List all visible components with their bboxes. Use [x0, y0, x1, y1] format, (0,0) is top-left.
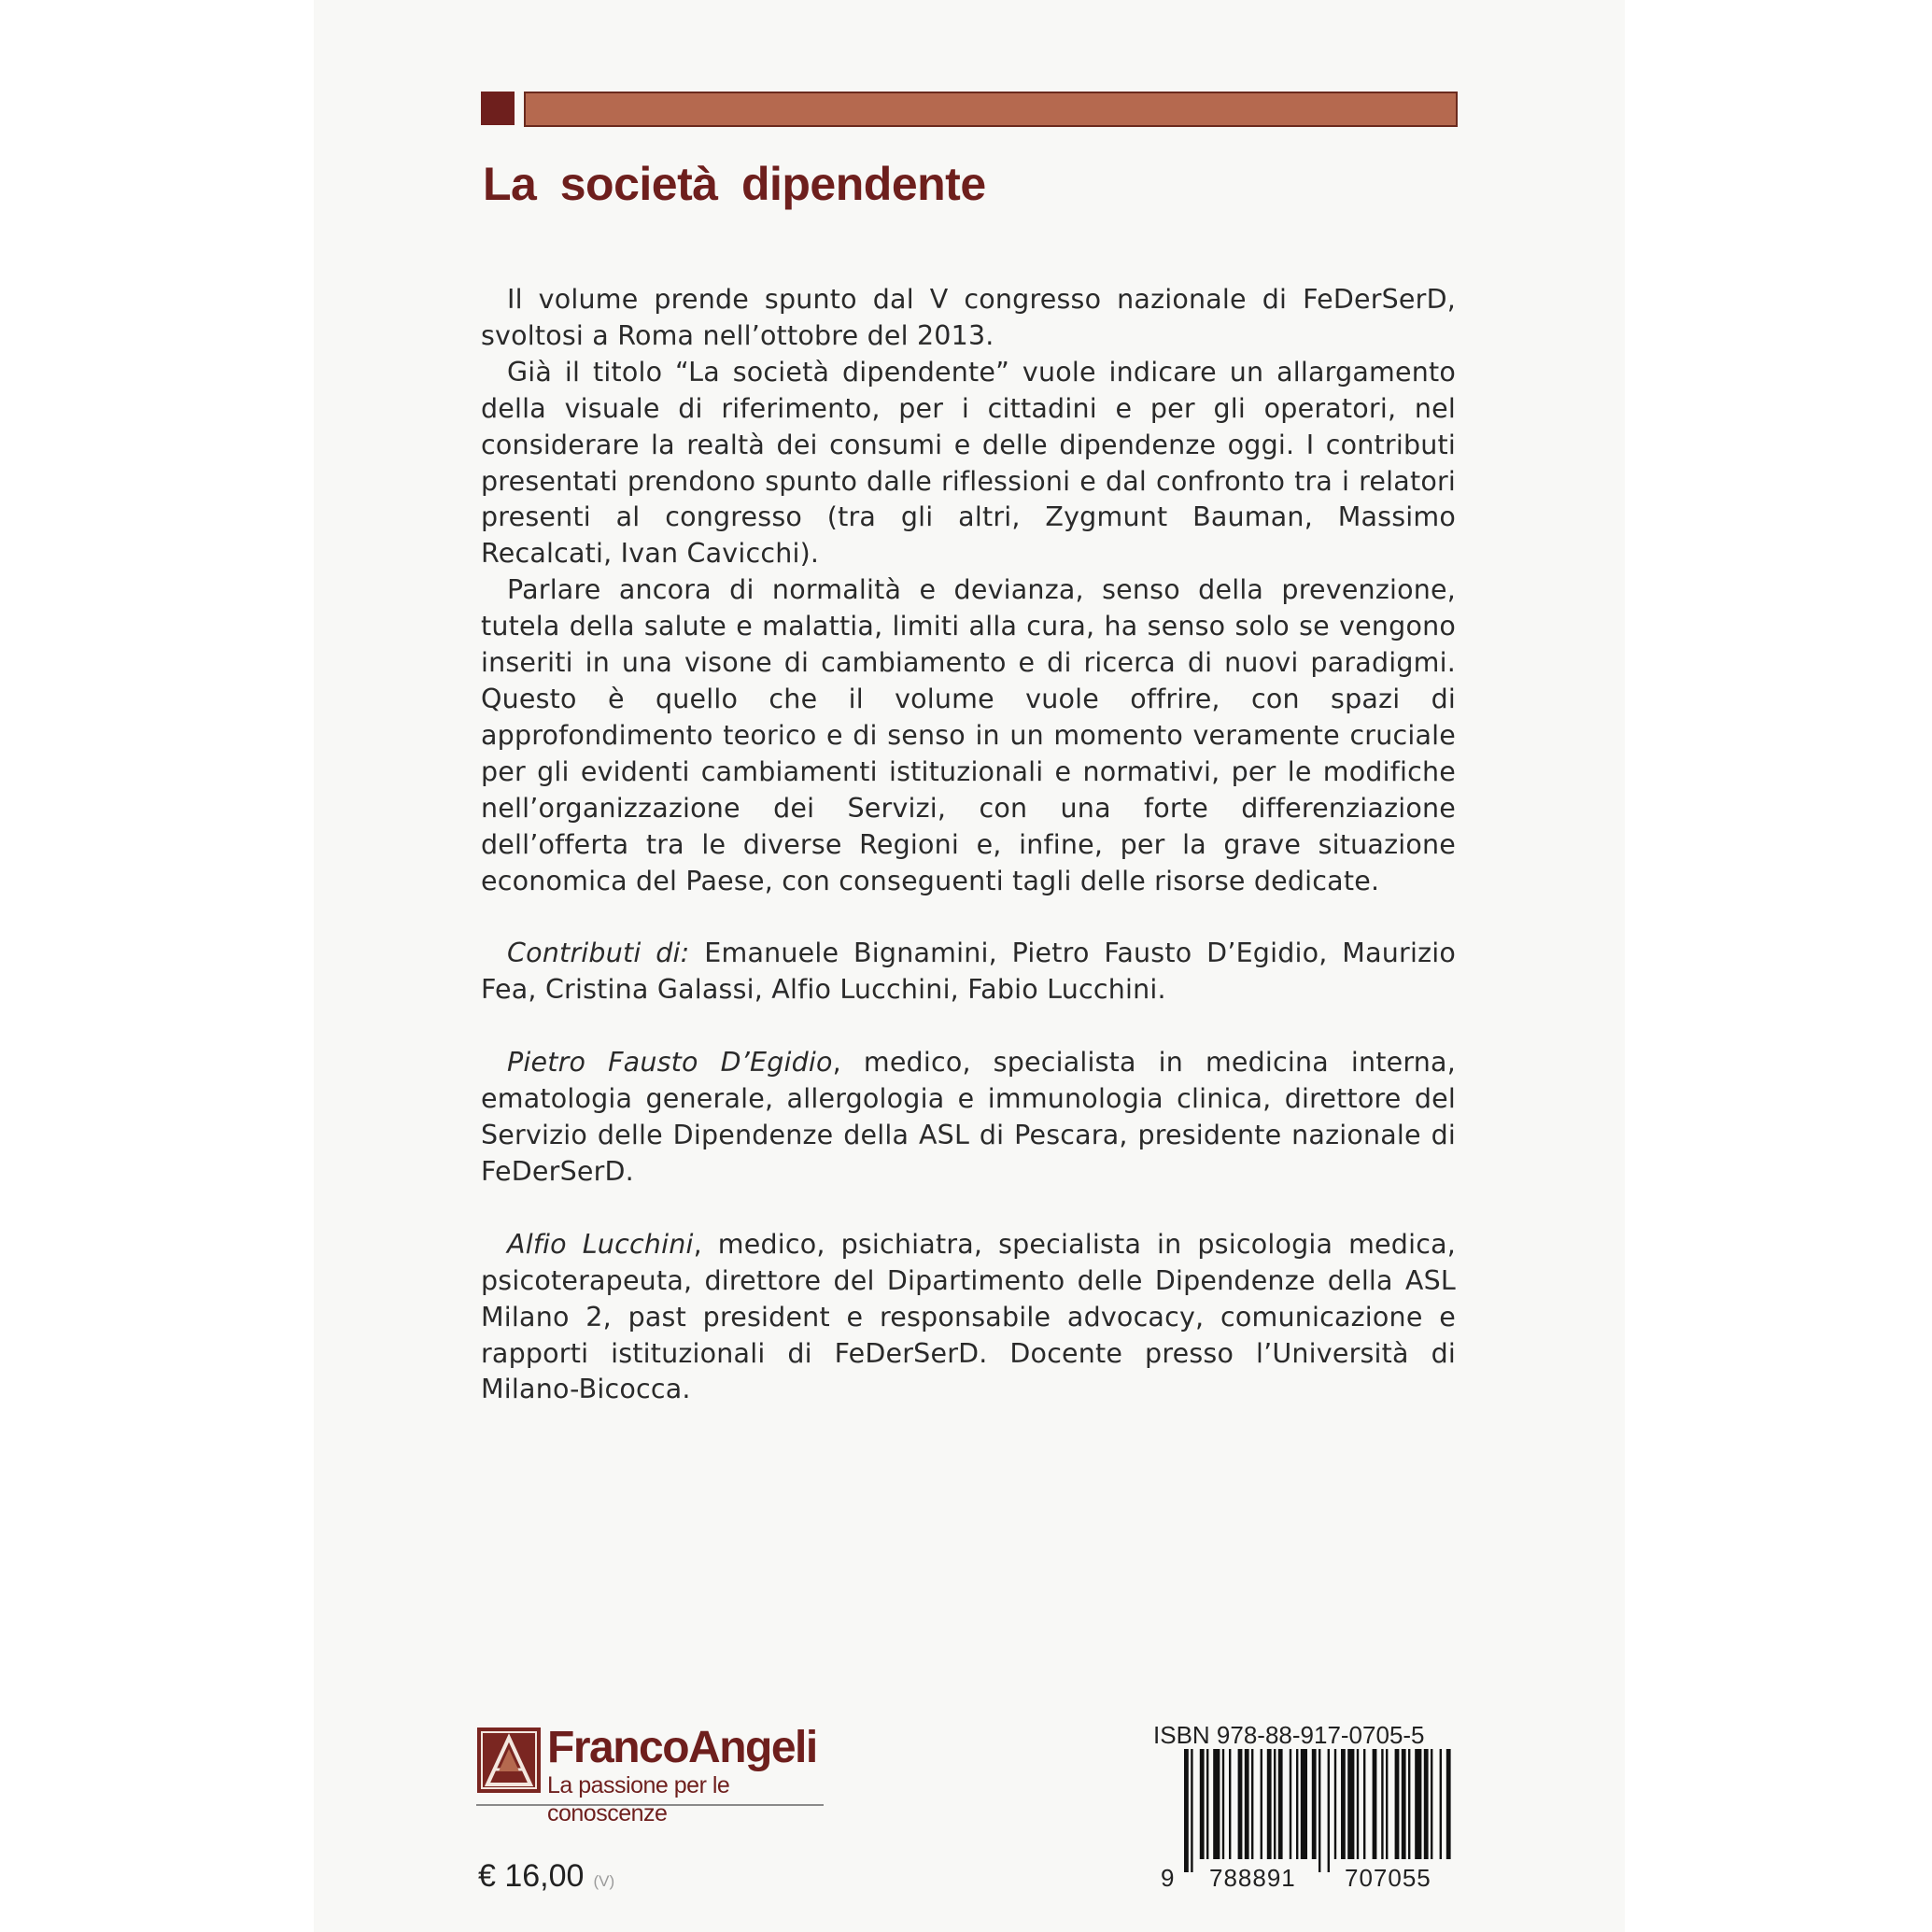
barcode-bar: [1184, 1749, 1189, 1872]
barcode-bar: [1191, 1749, 1192, 1872]
publisher-block: [476, 1723, 824, 1826]
barcode-bar: [1222, 1749, 1224, 1859]
barcode-bar: [1386, 1749, 1388, 1859]
barcode-bar: [1415, 1749, 1421, 1859]
barcode-bar: [1363, 1749, 1365, 1859]
barcode-bar: [1319, 1749, 1320, 1872]
barcode-bar: [1446, 1749, 1451, 1859]
barcode-bar: [1245, 1749, 1249, 1859]
publisher-name: FrancoAngeli: [547, 1723, 817, 1772]
barcode-bar: [1440, 1749, 1442, 1859]
barcode-bar: [1341, 1749, 1346, 1859]
barcode-bar: [1278, 1749, 1283, 1859]
author-bio-text: , medico, psichiatra, specialista in psicologia medica, psicoterapeuta, direttore del Dipartimento delle Dipendenze della ASL Milano 2, past president e responsabile advocacy, comunicazione e rapporti istituzionali di FeDerSerD. Docente presso l’Università di Milano-Bicocca.: [481, 1228, 1456, 1405]
barcode-bar: [1267, 1749, 1272, 1859]
barcode-bar: [1357, 1749, 1359, 1859]
header-square: [481, 92, 515, 125]
barcode-bar: [1206, 1749, 1208, 1859]
publisher-logo-icon: [476, 1727, 542, 1794]
book-title: La società dipendente: [483, 158, 986, 210]
barcode-digits-left: 788891: [1209, 1864, 1296, 1892]
barcode-bar: [1312, 1749, 1317, 1859]
barcode-bar: [1274, 1749, 1276, 1859]
price: [478, 1858, 614, 1895]
blurb-paragraph: Già il titolo “La società dipendente” vuole indicare un allargamento della visuale di riferimento, per i cittadini e per gli operatori, nel considerare la realtà dei consumi e delle dipendenze oggi. I contributi presentati prendono spunto dalle riflessioni e dal confronto tra i relatori presenti al congresso (tra gli altri, Zygmunt Bauman, Massimo Recalcati, Ivan Cavicchi).: [481, 356, 1456, 570]
author-name: Alfio Lucchini: [507, 1228, 694, 1260]
barcode-bar: [1301, 1749, 1307, 1859]
header-stripe: [524, 92, 1458, 127]
barcode-bar: [1373, 1749, 1377, 1859]
barcode-bar: [1431, 1749, 1432, 1859]
barcode-bar: [1381, 1749, 1383, 1859]
barcode-bar: [1334, 1749, 1336, 1859]
blurb: [481, 282, 1456, 1408]
barcode-bar: [1328, 1749, 1330, 1872]
author-bio: [481, 1045, 1456, 1191]
author-name: Pietro Fausto D’Egidio: [507, 1047, 833, 1079]
barcode-digits-right: 707055: [1345, 1864, 1431, 1892]
barcode-bar: [1229, 1749, 1231, 1859]
blurb-paragraph: Il volume prende spunto dal V congresso nazionale di FeDerSerD, svoltosi a Roma nell’ottobre del 2013.: [481, 284, 1456, 351]
contributors-names: Emanuele Bignamini, Pietro Fausto D’Egidio, Maurizio Fea, Cristina Galassi, Alfio Lucchini, Fabio Lucchini.: [481, 938, 1456, 1006]
contributors: [481, 936, 1456, 1008]
barcode-bar: [1296, 1749, 1298, 1859]
barcode-digit-first: 9: [1161, 1864, 1175, 1892]
author-bio-text: , medico, specialista in medicina interna, ematologia generale, allergologia e immunologia clinica, direttore del Servizio delle Dipendenze della ASL di Pescara, presidente nazionale di FeDerSerD.: [481, 1047, 1456, 1187]
barcode-bar: [1238, 1749, 1243, 1859]
price-code: (V): [593, 1872, 615, 1890]
publisher-tagline: La passione per le conoscenze: [547, 1772, 730, 1826]
barcode-bar: [1251, 1749, 1253, 1859]
barcode-bar: [1395, 1749, 1400, 1859]
barcode-bar: [1290, 1749, 1291, 1859]
barcode-bar: [1200, 1749, 1205, 1859]
blurb-paragraph: Parlare ancora di normalità e devianza, senso della prevenzione, tutela della salute e malattia, limiti alla cura, ha senso solo se vengono inseriti in una visone di cambiamento e di ricerca di nuovi paradigmi. Questo è quello che il volume vuole offrire, con spazi di approfondimento teorico e di senso in un momento veramente cruciale per gli evidenti cambiamenti istituzionali e normativi, per le modifiche nell’organizzazione dei Servizi, con una forte differenziazione dell’offerta tra le diverse Regioni e, infine, per la grave situazione economica del Paese, con conseguenti tagli delle risorse dedicate.: [481, 574, 1456, 896]
barcode-bar: [1402, 1749, 1406, 1859]
barcode-bar: [1213, 1749, 1220, 1859]
header-bar: [481, 92, 1456, 126]
author-bio: [481, 1227, 1456, 1409]
barcode-bar: [1347, 1749, 1354, 1859]
contributors-label: Contributi di:: [507, 938, 690, 969]
price-amount: € 16,00: [478, 1858, 585, 1894]
barcode: [1153, 1749, 1461, 1880]
barcode-bar: [1408, 1749, 1410, 1859]
barcode-bar: [1424, 1749, 1429, 1859]
barcode-bar: [1261, 1749, 1262, 1859]
isbn-label: ISBN 978-88-917-0705-5: [1153, 1721, 1425, 1749]
